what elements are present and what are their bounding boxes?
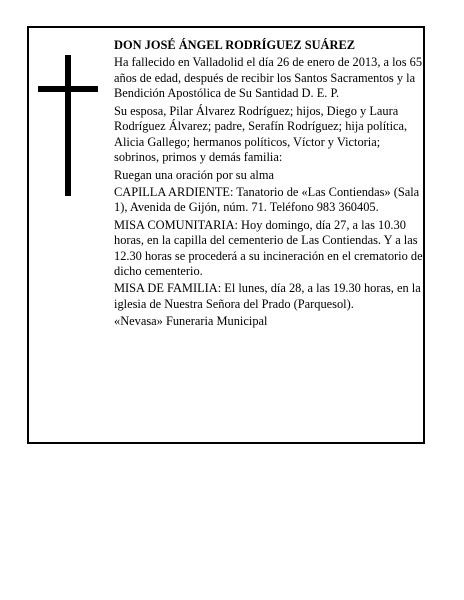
obituary-text xyxy=(114,38,424,331)
cross-vertical-bar xyxy=(65,55,71,196)
community-mass-info: MISA COMUNITARIA: Hoy domingo, día 27, a las 10.30 horas, en la capilla del cementerio de Las Contiendas. Y a las 12.30 horas se procederá a su incineración en el crematorio de dicho cementerio. xyxy=(114,217,423,279)
funeral-home: «Nevasa» Funeraria Municipal xyxy=(114,314,268,329)
family-list: Su esposa, Pilar Álvarez Rodríguez; hijos, Diego y Laura Rodríguez Álvarez; padre, Serafín Rodríguez; hija política, Alicia Gallego; hermanos políticos, Víctor y Victoria; sobrinos, primos y demás familia: xyxy=(114,103,408,165)
deceased-name: DON JOSÉ ÁNGEL RODRÍGUEZ SUÁREZ xyxy=(114,38,355,52)
cross-horizontal-bar xyxy=(38,86,98,92)
family-mass-info: MISA DE FAMILIA: El lunes, día 28, a las 19.30 horas, en la iglesia de Nuestra Señora del Prado (Parquesol). xyxy=(114,281,421,312)
prayer-request: Ruegan una oración por su alma xyxy=(114,167,274,182)
chapel-info: CAPILLA ARDIENTE: Tanatorio de «Las Contiendas» (Sala 1), Avenida de Gijón, núm. 71. Teléfono 983 360405. xyxy=(114,184,420,215)
death-announcement: Ha fallecido en Valladolid el día 26 de enero de 2013, a los 65 años de edad, después de recibir los Santos Sacramentos y la Bendición Apostólica de Su Santidad D. E. P. xyxy=(114,55,423,101)
